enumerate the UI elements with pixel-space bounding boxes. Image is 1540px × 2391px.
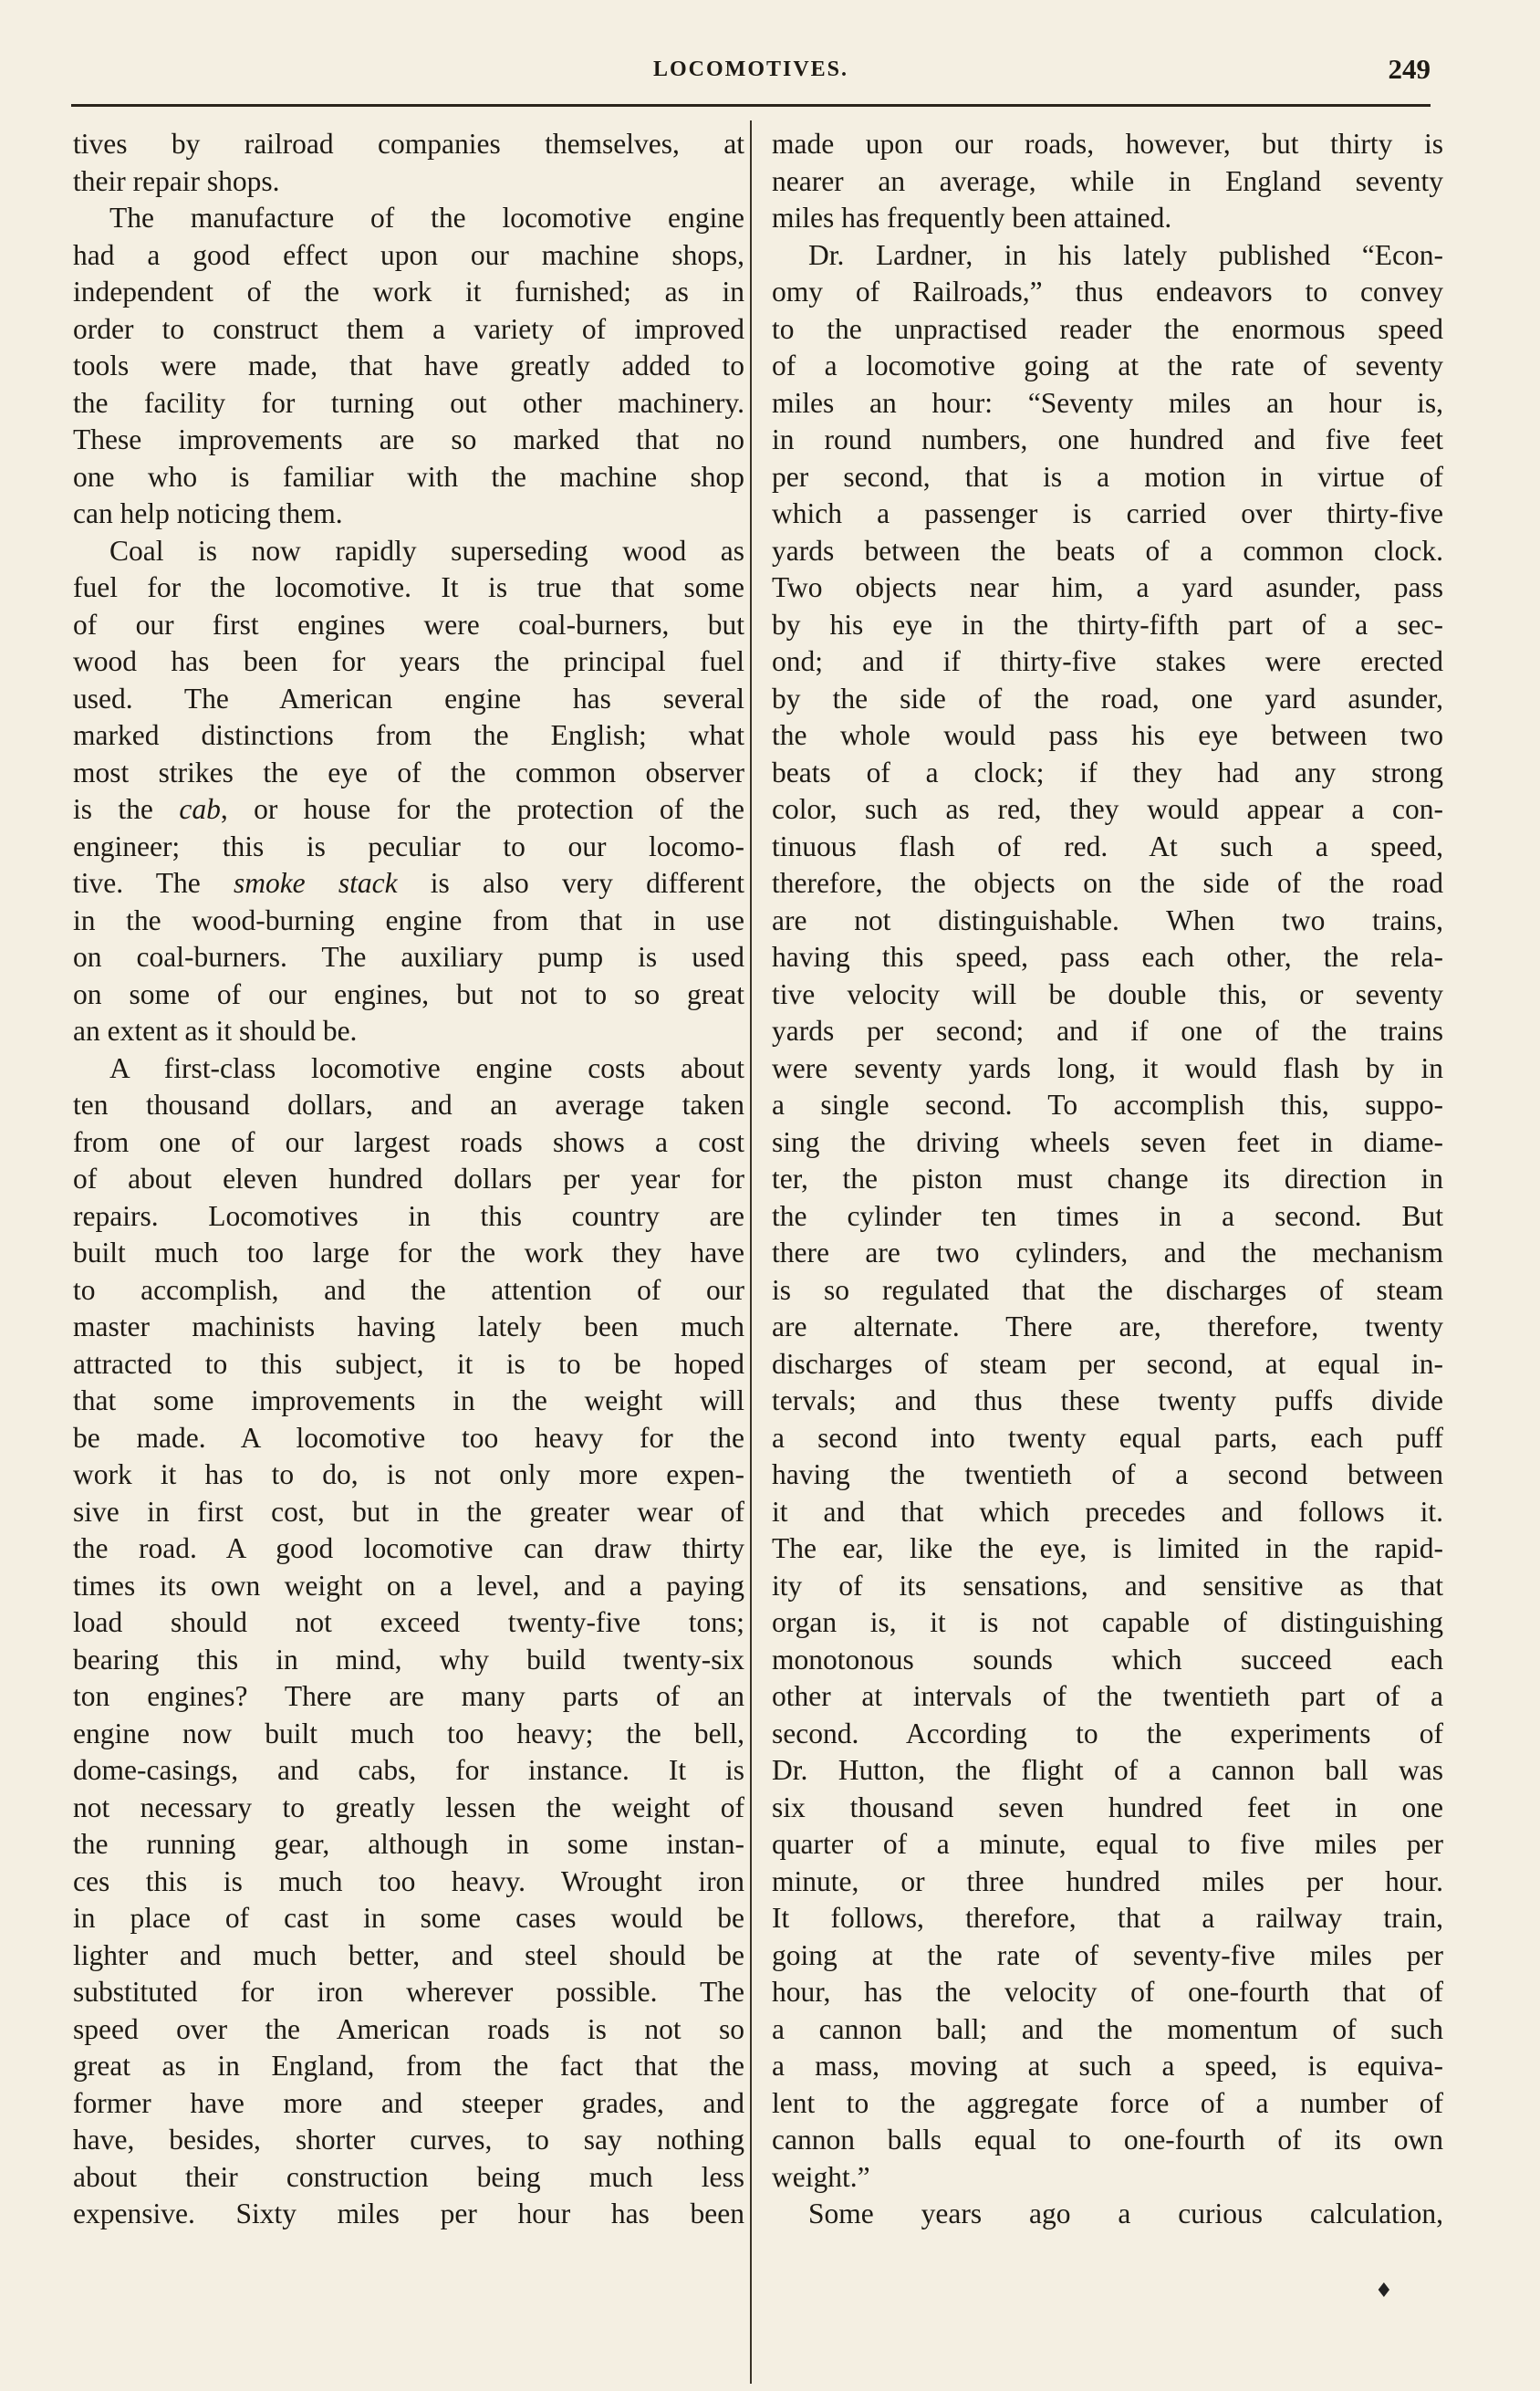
- text-line: dome-casings, and cabs, for instance. It is: [73, 1754, 744, 1786]
- text-line: ter, the piston must change its direction in: [772, 1163, 1443, 1195]
- text-line: miles has frequently been attained.: [772, 202, 1172, 234]
- text-line: substituted for iron wherever possible. The: [73, 1976, 744, 2008]
- text-line: independent of the work it furnished; as in: [73, 276, 744, 308]
- text-line: Two objects near him, a yard asunder, pass: [772, 571, 1443, 603]
- text-line: tools were made, that have greatly added to: [73, 350, 744, 381]
- text-line: [73, 865, 744, 903]
- text-line: in round numbers, one hundred and five feet: [772, 423, 1443, 455]
- text-line: most strikes the eye of the common observer: [73, 756, 744, 788]
- text-line: tives by railroad companies themselves, at: [73, 128, 744, 160]
- left-column: [73, 126, 744, 2233]
- text-line: were seventy yards long, it would flash by in: [772, 1051, 1443, 1084]
- text-line: other at intervals of the twentieth part of a: [772, 1680, 1443, 1712]
- text-line: These improvements are so marked that no: [73, 423, 744, 455]
- text-line: built much too large for the work they have: [73, 1237, 744, 1269]
- text-line: the road. A good locomotive can draw thirty: [73, 1532, 744, 1564]
- text-line: that some improvements in the weight will: [73, 1384, 744, 1416]
- right-column: [772, 126, 1443, 2233]
- text-line: yards per second; and if one of the trains: [772, 1015, 1443, 1047]
- text-line: which a passenger is carried over thirty-five: [772, 497, 1443, 529]
- text-line: of a locomotive going at the rate of seventy: [772, 350, 1443, 381]
- italic-term: smoke stack: [233, 867, 398, 899]
- text-line: the facility for turning out other machinery.: [73, 386, 744, 419]
- text-line: having this speed, pass each other, the rela-: [772, 941, 1443, 973]
- text-run: tive. The: [73, 867, 234, 899]
- text-line: It follows, therefore, that a railway train,: [772, 1902, 1443, 1934]
- text-line: ity of its sensations, and sensitive as that: [772, 1569, 1443, 1602]
- text-line: nearer an average, while in England seventy: [772, 164, 1443, 197]
- text-line: engine now built much too heavy; the bell,: [73, 1717, 744, 1749]
- text-line: lent to the aggregate force of a number of: [772, 2086, 1443, 2119]
- text-line: Some years ago a curious calculation,: [808, 2198, 1443, 2229]
- text-line: a cannon ball; and the momentum of such: [772, 2012, 1443, 2045]
- text-line: master machinists having lately been much: [73, 1310, 744, 1342]
- text-line: sing the driving wheels seven feet in diame-: [772, 1125, 1443, 1158]
- text-line: organ is, it is not capable of distinguishing: [772, 1606, 1443, 1638]
- text-line: quarter of a minute, equal to five miles per: [772, 1828, 1443, 1860]
- text-line: is so regulated that the discharges of steam: [772, 1273, 1443, 1306]
- text-line: from one of our largest roads shows a cost: [73, 1125, 744, 1158]
- text-line: load should not exceed twenty-five tons;: [73, 1606, 744, 1638]
- text-line: cannon balls equal to one-fourth of its own: [772, 2124, 1443, 2156]
- text-line: A first-class locomotive engine costs about: [109, 1051, 744, 1084]
- text-line: not necessary to greatly lessen the weight of: [73, 1791, 744, 1823]
- text-line: of our first engines were coal-burners, but: [73, 608, 744, 641]
- text-line: work it has to do, is not only more expen-: [73, 1458, 744, 1490]
- text-line: Dr. Hutton, the flight of a cannon ball was: [772, 1754, 1443, 1786]
- text-line: of about eleven hundred dollars per year for: [73, 1163, 744, 1195]
- text-line: order to construct them a variety of improved: [73, 312, 744, 345]
- text-line: ces this is much too heavy. Wrought iron: [73, 1864, 744, 1897]
- text-line: miles an hour: “Seventy miles an hour is,: [772, 386, 1443, 419]
- header-rule: [71, 104, 1431, 107]
- text-line: times its own weight on a level, and a paying: [73, 1569, 744, 1602]
- column-divider: [750, 120, 752, 2384]
- text-line: The manufacture of the locomotive engine: [109, 202, 744, 234]
- text-line: a mass, moving at such a speed, is equiva-: [772, 2050, 1443, 2082]
- text-line: their repair shops.: [73, 164, 280, 197]
- text-line: going at the rate of seventy-five miles per: [772, 1938, 1443, 1971]
- text-line: ond; and if thirty-five stakes were erected: [772, 645, 1443, 677]
- text-line: be made. A locomotive too heavy for the: [73, 1421, 744, 1454]
- italic-term: cab: [179, 793, 221, 825]
- text-line: on some of our engines, but not to so great: [73, 977, 744, 1010]
- text-line: tive velocity will be double this, or seventy: [772, 977, 1443, 1010]
- text-line: ten thousand dollars, and an average taken: [73, 1089, 744, 1121]
- text-line: omy of Railroads,” thus endeavors to convey: [772, 276, 1443, 308]
- text-line: a second into twenty equal parts, each puff: [772, 1421, 1443, 1454]
- text-line: the whole would pass his eye between two: [772, 719, 1443, 751]
- text-line: lighter and much better, and steel should be: [73, 1938, 744, 1971]
- text-line: repairs. Locomotives in this country are: [73, 1199, 744, 1232]
- text-line: attracted to this subject, it is to be hoped: [73, 1347, 744, 1380]
- text-line: discharges of steam per second, at equal in-: [772, 1347, 1443, 1380]
- text-line: by the side of the road, one yard asunder,: [772, 682, 1443, 715]
- page-header: [71, 51, 1431, 95]
- text-line: have, besides, shorter curves, to say nothing: [73, 2124, 744, 2156]
- text-line: ton engines? There are many parts of an: [73, 1680, 744, 1712]
- running-title: LOCOMOTIVES.: [652, 57, 849, 81]
- text-line: expensive. Sixty miles per hour has been: [73, 2198, 744, 2229]
- text-line: about their construction being much less: [73, 2160, 744, 2193]
- text-line: to accomplish, and the attention of our: [73, 1273, 744, 1306]
- text-line: per second, that is a motion in virtue of: [772, 460, 1443, 493]
- text-line: great as in England, from the fact that the: [73, 2050, 744, 2082]
- text-line: yards between the beats of a common clock.: [772, 534, 1443, 567]
- text-line: engineer; this is peculiar to our locomo-: [73, 830, 744, 862]
- text-line: former have more and steeper grades, and: [73, 2086, 744, 2119]
- text-line: on coal-burners. The auxiliary pump is used: [73, 941, 744, 973]
- text-line: to the unpractised reader the enormous speed: [772, 312, 1443, 345]
- text-line: hour, has the velocity of one-fourth that of: [772, 1976, 1443, 2008]
- text-line: made upon our roads, however, but thirty is: [772, 128, 1443, 160]
- text-line: one who is familiar with the machine shop: [73, 460, 744, 493]
- text-line: sive in first cost, but in the greater wear of: [73, 1495, 744, 1528]
- text-line: by his eye in the thirty-fifth part of a sec-: [772, 608, 1443, 641]
- page-number: 249: [1388, 53, 1431, 85]
- printer-mark: ♦: [1375, 2280, 1393, 2302]
- text-line: marked distinctions from the English; what: [73, 719, 744, 751]
- text-run: , or house for the protection of the: [220, 793, 744, 825]
- text-line: are alternate. There are, therefore, twenty: [772, 1310, 1443, 1342]
- text-line: can help noticing them.: [73, 497, 343, 529]
- text-run: is the: [73, 793, 180, 825]
- text-line: Dr. Lardner, in his lately published “Econ-: [808, 238, 1443, 271]
- text-line: the running gear, although in some instan-: [73, 1828, 744, 1860]
- text-line: having the twentieth of a second between: [772, 1458, 1443, 1490]
- text-line: beats of a clock; if they had any strong: [772, 756, 1443, 788]
- text-line: color, such as red, they would appear a con-: [772, 793, 1443, 825]
- text-line: therefore, the objects on the side of the road: [772, 867, 1443, 899]
- text-line: tervals; and thus these twenty puffs divide: [772, 1384, 1443, 1416]
- text-line: a single second. To accomplish this, suppo-: [772, 1089, 1443, 1121]
- text-line: fuel for the locomotive. It is true that some: [73, 571, 744, 603]
- text-line: speed over the American roads is not so: [73, 2012, 744, 2045]
- text-run: is also very different: [397, 867, 744, 899]
- text-line: the cylinder ten times in a second. But: [772, 1199, 1443, 1232]
- text-line: monotonous sounds which succeed each: [772, 1643, 1443, 1676]
- text-line: bearing this in mind, why build twenty-six: [73, 1643, 744, 1676]
- text-line: in the wood-burning engine from that in use: [73, 903, 744, 936]
- text-line: [73, 791, 744, 829]
- text-line: it and that which precedes and follows it.: [772, 1495, 1443, 1528]
- text-line: there are two cylinders, and the mechanism: [772, 1237, 1443, 1269]
- text-line: second. According to the experiments of: [772, 1717, 1443, 1749]
- text-line: are not distinguishable. When two trains,: [772, 903, 1443, 936]
- text-line: The ear, like the eye, is limited in the rapid-: [772, 1532, 1443, 1564]
- text-line: Coal is now rapidly superseding wood as: [109, 534, 744, 567]
- text-line: six thousand seven hundred feet in one: [772, 1791, 1443, 1823]
- text-line: used. The American engine has several: [73, 682, 744, 715]
- text-line: minute, or three hundred miles per hour.: [772, 1864, 1443, 1897]
- text-line: had a good effect upon our machine shops,: [73, 238, 744, 271]
- text-line: weight.”: [772, 2160, 870, 2193]
- text-line: in place of cast in some cases would be: [73, 1902, 744, 1934]
- text-line: wood has been for years the principal fuel: [73, 645, 744, 677]
- text-line: tinuous flash of red. At such a speed,: [772, 830, 1443, 862]
- text-line: an extent as it should be.: [73, 1015, 358, 1047]
